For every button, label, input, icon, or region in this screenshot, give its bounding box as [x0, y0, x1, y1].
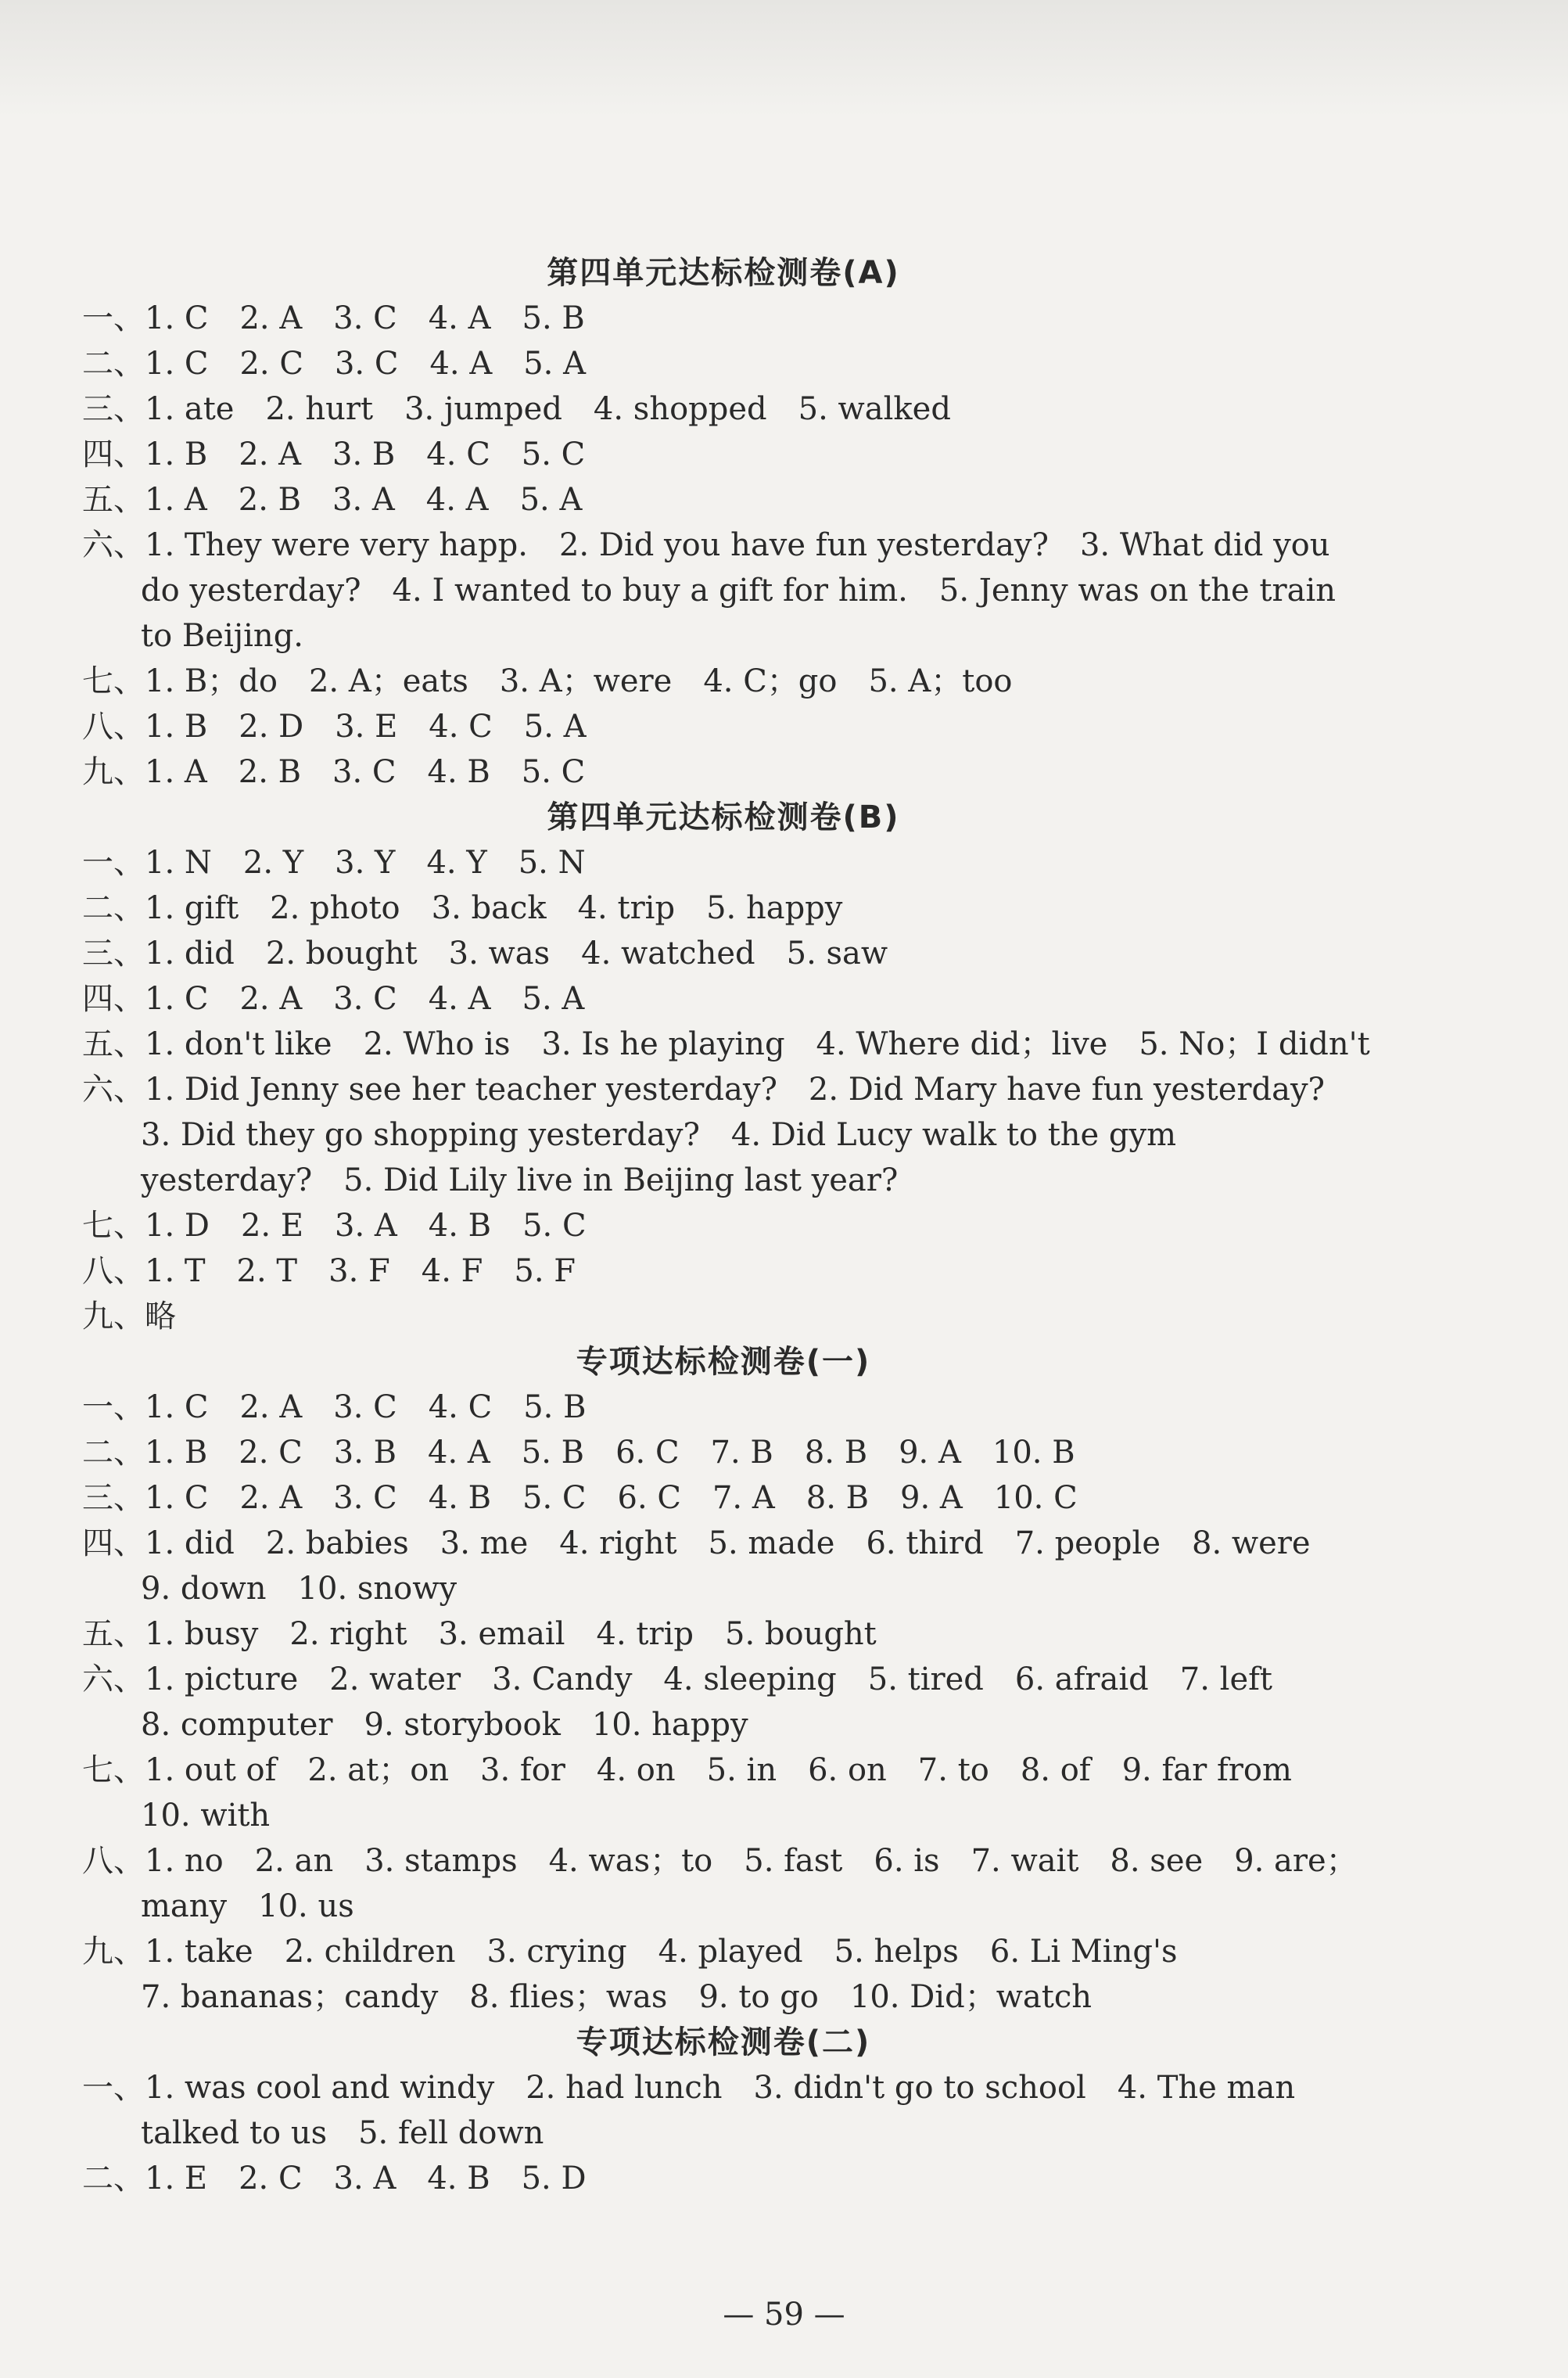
- answer-line: 一、1. C 2. A 3. C 4. A 5. B: [82, 300, 585, 336]
- answer-line: 九、1. A 2. B 3. C 4. B 5. C: [82, 754, 586, 790]
- answer-line: 五、1. A 2. B 3. A 4. A 5. A: [82, 482, 583, 518]
- answer-line: 三、1. did 2. bought 3. was 4. watched 5. saw: [82, 936, 888, 972]
- answer-line: 二、1. C 2. C 3. C 4. A 5. A: [82, 346, 586, 382]
- answer-line: 九、略: [82, 1299, 176, 1334]
- page-number: — 59 —: [723, 2297, 845, 2333]
- answer-line: 8. computer 9. storybook 10. happy: [141, 1707, 748, 1743]
- section-title: 第四单元达标检测卷(A): [547, 255, 900, 291]
- answer-line: 八、1. no 2. an 3. stamps 4. was；to 5. fast 6. is 7. wait 8. see 9. are；: [82, 1843, 1358, 1879]
- answer-line: 四、1. C 2. A 3. C 4. A 5. A: [82, 981, 585, 1017]
- answer-line: yesterday? 5. Did Lily live in Beijing last year?: [141, 1162, 899, 1198]
- answer-line: 八、1. B 2. D 3. E 4. C 5. A: [82, 709, 587, 745]
- section-title: 专项达标检测卷(一): [576, 1344, 871, 1380]
- answer-line: 七、1. B；do 2. A；eats 3. A；were 4. C；go 5. A；too: [82, 663, 1013, 699]
- answer-line: 五、1. don't like 2. Who is 3. Is he playing 4. Where did；live 5. No；I didn't: [82, 1026, 1370, 1062]
- answer-line: 六、1. picture 2. water 3. Candy 4. sleeping 5. tired 6. afraid 7. left: [82, 1661, 1273, 1697]
- answer-line: 二、1. E 2. C 3. A 4. B 5. D: [82, 2161, 587, 2197]
- answer-line: 10. with: [141, 1798, 271, 1834]
- answer-line: 八、1. T 2. T 3. F 4. F 5. F: [82, 1253, 576, 1289]
- answer-line: 七、1. D 2. E 3. A 4. B 5. C: [82, 1208, 587, 1244]
- answer-line: 一、1. was cool and windy 2. had lunch 3. didn't go to school 4. The man: [82, 2070, 1296, 2106]
- answer-line: 九、1. take 2. children 3. crying 4. played 5. helps 6. Li Ming's: [82, 1934, 1178, 1970]
- answer-line: 四、1. did 2. babies 3. me 4. right 5. made 6. third 7. people 8. were: [82, 1525, 1311, 1561]
- section-title: 第四单元达标检测卷(B): [547, 799, 900, 835]
- answer-line: talked to us 5. fell down: [141, 2115, 544, 2151]
- scan-top-shadow: [0, 0, 1568, 117]
- answer-line: 7. bananas；candy 8. flies；was 9. to go 10. Did；watch: [141, 1979, 1093, 2015]
- answer-line: do yesterday? 4. I wanted to buy a gift for him. 5. Jenny was on the train: [141, 573, 1337, 609]
- answer-line: 五、1. busy 2. right 3. email 4. trip 5. bought: [82, 1616, 877, 1652]
- answer-line: 一、1. C 2. A 3. C 4. C 5. B: [82, 1389, 587, 1425]
- answer-line: 六、1. They were very happ. 2. Did you have fun yesterday? 3. What did you: [82, 527, 1330, 563]
- answer-line: 六、1. Did Jenny see her teacher yesterday? 2. Did Mary have fun yesterday?: [82, 1072, 1325, 1108]
- answer-line: many 10. us: [141, 1888, 354, 1924]
- answer-line: 一、1. N 2. Y 3. Y 4. Y 5. N: [82, 845, 586, 881]
- answer-line: 四、1. B 2. A 3. B 4. C 5. C: [82, 436, 586, 472]
- answer-line: 3. Did they go shopping yesterday? 4. Did Lucy walk to the gym: [141, 1117, 1177, 1153]
- answer-line: 二、1. B 2. C 3. B 4. A 5. B 6. C 7. B 8. B 9. A 10. B: [82, 1435, 1075, 1471]
- answer-line: 9. down 10. snowy: [141, 1571, 457, 1607]
- answer-key-page: [82, 250, 1370, 2201]
- section-title: 专项达标检测卷(二): [576, 2024, 871, 2060]
- answer-line: 七、1. out of 2. at；on 3. for 4. on 5. in 6. on 7. to 8. of 9. far from: [82, 1752, 1292, 1788]
- answer-line: to Beijing.: [141, 618, 304, 654]
- answer-line: 三、1. ate 2. hurt 3. jumped 4. shopped 5. walked: [82, 391, 951, 427]
- answer-line: 三、1. C 2. A 3. C 4. B 5. C 6. C 7. A 8. B 9. A 10. C: [82, 1480, 1078, 1516]
- answer-line: 二、1. gift 2. photo 3. back 4. trip 5. happy: [82, 890, 843, 926]
